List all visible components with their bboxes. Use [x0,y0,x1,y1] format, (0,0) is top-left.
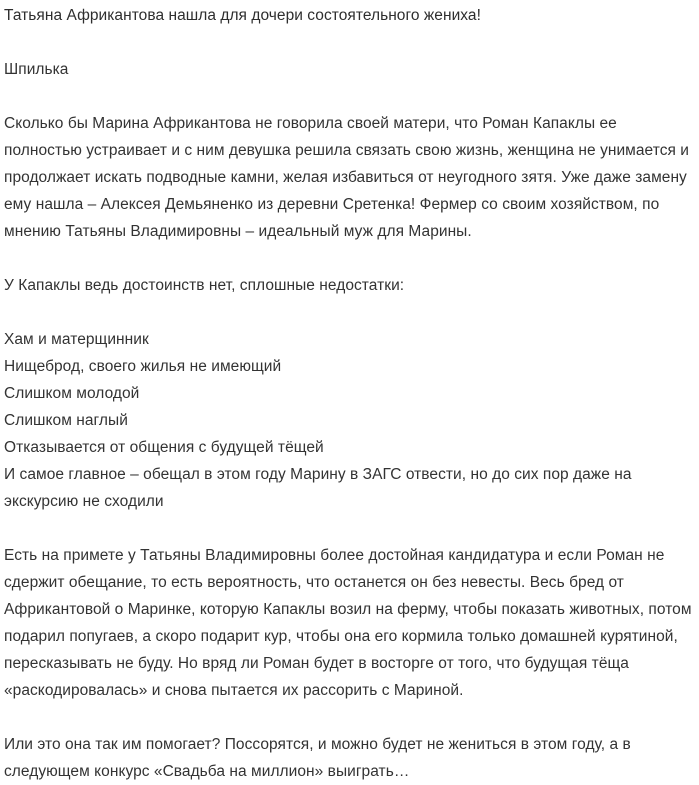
list-item: Отказывается от общения с будущей тёщей [4,439,324,456]
spacer-after-paragraph-1 [4,245,693,272]
list-item: Слишком молодой [4,385,140,402]
article-paragraph-3: Есть на примете у Татьяны Владимировны более достойная кандидатура и если Роман не сдержит обещание, то есть вероятность, что останется он без невесты. Весь бред от Африкантовой о Маринке, которую Капаклы возил на ферму, чтобы показать животных, потом подарил попугаев, а скоро подарит кур, чтобы она его кормила только домашней курятиной, пересказывать не буду. Но вряд ли Роман будет в восторге от того, что будущая тёща «раскодировалась» и снова пытается их рассорить с Мариной. [4,547,692,699]
article-paragraph-2: У Капаклы ведь достоинств нет, сплошные недостатки: [4,277,405,294]
list-item: Слишком наглый [4,412,128,429]
article-source: Шпилька [4,61,69,78]
page-title: Татьяна Африкантова нашла для дочери состоятельного жениха! [4,7,481,24]
spacer-after-source [4,83,693,110]
list-item: Хам и матерщинник [4,331,149,348]
article-paragraph-4: Или это она так им помогает? Поссорятся, и можно будет не жениться в этом году, а в следующем конкурс «Свадьба на миллион» выиграть… [4,736,631,780]
list-item: И самое главное – обещал в этом году Марину в ЗАГС отвести, но до сих пор даже на экскурсию не сходили [4,466,632,510]
list-item: Нищеброд, своего жилья не имеющий [4,358,282,375]
spacer-before-list [4,299,693,326]
spacer-after-headline [4,29,693,56]
article-paragraph-1: Сколько бы Марина Африкантова не говорила своей матери, что Роман Капаклы ее полностью устраивает и с ним девушка решила связать свою жизнь, женщина не унимается и продолжает искать подводные камни, желая избавиться от неугодного зятя. Уже даже замену ему нашла – Алексея Демьяненко из деревни Сретенка! Фермер со своим хозяйством, по мнению Татьяны Владимировны – идеальный муж для Марины. [4,115,689,240]
spacer-after-list [4,515,693,542]
spacer-after-paragraph-3 [4,704,693,731]
flaws-list [4,326,693,515]
